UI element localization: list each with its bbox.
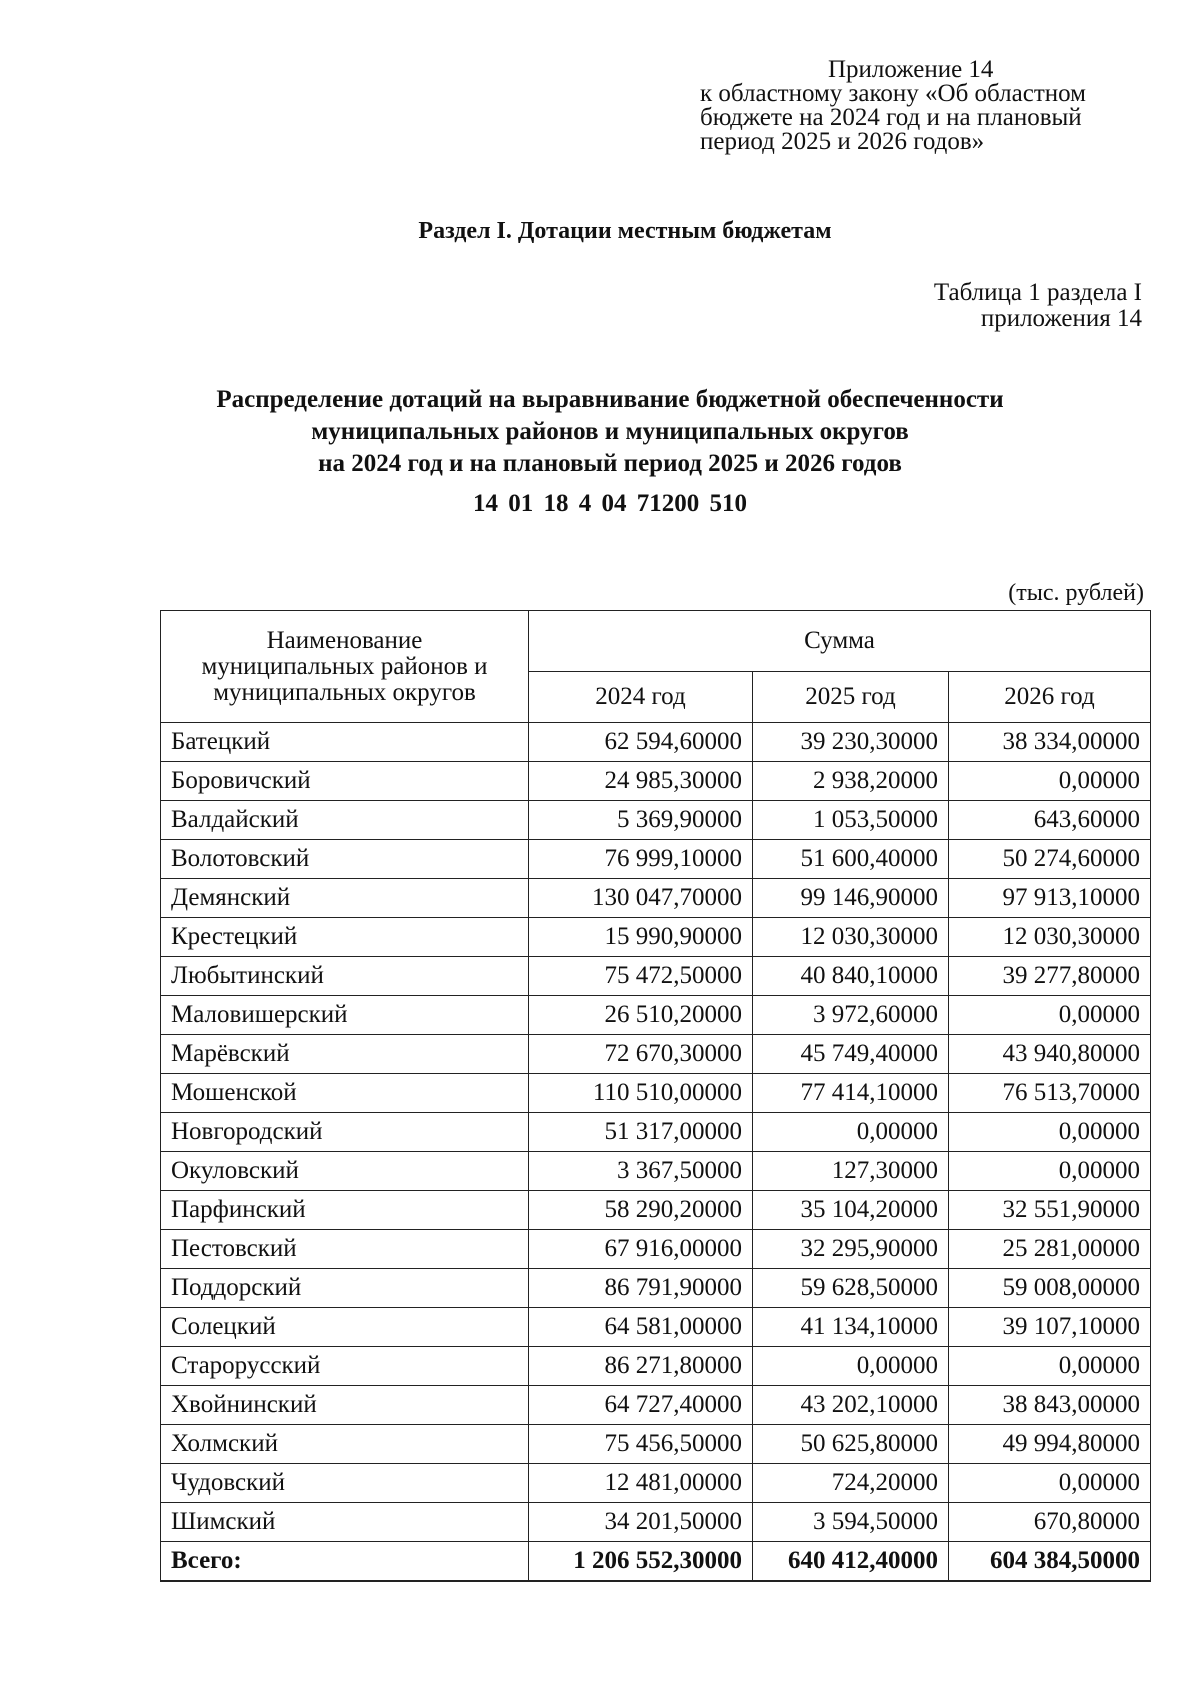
- value-2024-cell: 12 481,00000: [529, 1464, 753, 1503]
- header-year-2026: 2026 год: [949, 672, 1151, 723]
- value-2025-cell: 2 938,20000: [753, 762, 949, 801]
- header-name: [161, 611, 529, 723]
- district-name-cell: Крестецкий: [161, 918, 529, 957]
- value-2026-cell: 59 008,00000: [949, 1269, 1151, 1308]
- district-name-cell: Поддорский: [161, 1269, 529, 1308]
- title-line-1: Распределение дотаций на выравнивание бюджетной обеспеченности: [216, 386, 1004, 413]
- value-2024-cell: 67 916,00000: [529, 1230, 753, 1269]
- table-row: [161, 879, 1151, 918]
- table-row: [161, 762, 1151, 801]
- header-year-2025: 2025 год: [753, 672, 949, 723]
- document-title: [0, 384, 1200, 480]
- table-row: [161, 1074, 1151, 1113]
- table-row: [161, 1113, 1151, 1152]
- value-2024-cell: 34 201,50000: [529, 1503, 753, 1542]
- value-2026-cell: 0,00000: [949, 1464, 1151, 1503]
- table-reference-line-2: приложения 14: [980, 305, 1142, 332]
- value-2026-cell: 0,00000: [949, 996, 1151, 1035]
- value-2024-cell: 75 472,50000: [529, 957, 753, 996]
- value-2025-cell: 0,00000: [753, 1347, 949, 1386]
- value-2025-cell: 45 749,40000: [753, 1035, 949, 1074]
- appendix-line-3: бюджете на 2024 год и на плановый: [700, 104, 1082, 131]
- table-row: [161, 918, 1151, 957]
- district-name-cell: Демянский: [161, 879, 529, 918]
- value-2025-cell: 127,30000: [753, 1152, 949, 1191]
- value-2025-cell: 12 030,30000: [753, 918, 949, 957]
- value-2025-cell: 40 840,10000: [753, 957, 949, 996]
- value-2026-cell: 25 281,00000: [949, 1230, 1151, 1269]
- table-row: [161, 1386, 1151, 1425]
- district-name-cell: Маловишерский: [161, 996, 529, 1035]
- header-name-line-2: муниципальных районов и: [201, 652, 488, 680]
- value-2025-cell: 35 104,20000: [753, 1191, 949, 1230]
- value-2025-cell: 1 053,50000: [753, 801, 949, 840]
- value-2025-cell: 724,20000: [753, 1464, 949, 1503]
- value-2025-cell: 3 594,50000: [753, 1503, 949, 1542]
- table-reference: [934, 280, 1142, 332]
- value-2026-cell: 12 030,30000: [949, 918, 1151, 957]
- value-2025-cell: 0,00000: [753, 1113, 949, 1152]
- value-2026-cell: 39 277,80000: [949, 957, 1151, 996]
- value-2025-cell: 32 295,90000: [753, 1230, 949, 1269]
- value-2024-cell: 76 999,10000: [529, 840, 753, 879]
- value-2025-cell: 43 202,10000: [753, 1386, 949, 1425]
- appendix-reference: [700, 58, 1170, 154]
- district-name-cell: Боровичский: [161, 762, 529, 801]
- value-2024-cell: 24 985,30000: [529, 762, 753, 801]
- value-2026-cell: 670,80000: [949, 1503, 1151, 1542]
- table-row: [161, 1503, 1151, 1542]
- value-2026-cell: 97 913,10000: [949, 879, 1151, 918]
- value-2025-cell: 640 412,40000: [753, 1542, 949, 1582]
- table-row: [161, 1269, 1151, 1308]
- table-body: [161, 723, 1151, 1582]
- value-2024-cell: 86 791,90000: [529, 1269, 753, 1308]
- section-title: Раздел I. Дотации местным бюджетам: [418, 218, 832, 244]
- table-row: [161, 1425, 1151, 1464]
- header-name-line-3: муниципальных округов: [213, 678, 476, 706]
- header-name-line-1: Наименование: [266, 626, 423, 654]
- title-line-2: муниципальных районов и муниципальных округов: [311, 418, 909, 445]
- value-2024-cell: 110 510,00000: [529, 1074, 753, 1113]
- value-2025-cell: 99 146,90000: [753, 879, 949, 918]
- table-row: [161, 1464, 1151, 1503]
- district-name-cell: Старорусский: [161, 1347, 529, 1386]
- value-2024-cell: 75 456,50000: [529, 1425, 753, 1464]
- title-line-3: на 2024 год и на плановый период 2025 и 2026 годов: [318, 450, 902, 477]
- value-2026-cell: 50 274,60000: [949, 840, 1151, 879]
- value-2025-cell: 50 625,80000: [753, 1425, 949, 1464]
- value-2026-cell: 0,00000: [949, 1152, 1151, 1191]
- value-2024-cell: 64 727,40000: [529, 1386, 753, 1425]
- total-row: [161, 1542, 1151, 1582]
- value-2026-cell: 643,60000: [949, 801, 1151, 840]
- header-sum: Сумма: [529, 611, 1151, 672]
- value-2026-cell: 32 551,90000: [949, 1191, 1151, 1230]
- district-name-cell: Мошенской: [161, 1074, 529, 1113]
- district-name-cell: Окуловский: [161, 1152, 529, 1191]
- table-row: [161, 1230, 1151, 1269]
- value-2024-cell: 51 317,00000: [529, 1113, 753, 1152]
- table-row: [161, 1308, 1151, 1347]
- district-name-cell: Холмский: [161, 1425, 529, 1464]
- value-2024-cell: 26 510,20000: [529, 996, 753, 1035]
- value-2024-cell: 3 367,50000: [529, 1152, 753, 1191]
- table-row: [161, 996, 1151, 1035]
- table-row: [161, 1347, 1151, 1386]
- value-2024-cell: 62 594,60000: [529, 723, 753, 762]
- district-name-cell: Марёвский: [161, 1035, 529, 1074]
- table-row: [161, 801, 1151, 840]
- district-name-cell: Хвойнинский: [161, 1386, 529, 1425]
- value-2026-cell: 0,00000: [949, 1113, 1151, 1152]
- table-row: [161, 1035, 1151, 1074]
- value-2026-cell: 0,00000: [949, 762, 1151, 801]
- value-2026-cell: 604 384,50000: [949, 1542, 1151, 1582]
- value-2026-cell: 43 940,80000: [949, 1035, 1151, 1074]
- value-2026-cell: 0,00000: [949, 1347, 1151, 1386]
- value-2026-cell: 38 843,00000: [949, 1386, 1151, 1425]
- value-2024-cell: 130 047,70000: [529, 879, 753, 918]
- district-name-cell: Солецкий: [161, 1308, 529, 1347]
- value-2024-cell: 86 271,80000: [529, 1347, 753, 1386]
- value-2025-cell: 51 600,40000: [753, 840, 949, 879]
- value-2024-cell: 15 990,90000: [529, 918, 753, 957]
- value-2025-cell: 59 628,50000: [753, 1269, 949, 1308]
- header-year-2024: 2024 год: [529, 672, 753, 723]
- district-name-cell: Батецкий: [161, 723, 529, 762]
- subsidy-table: [160, 610, 1151, 1582]
- district-name-cell: Парфинский: [161, 1191, 529, 1230]
- budget-code: 14 01 18 4 04 71200 510: [473, 490, 747, 517]
- appendix-line-1: Приложение 14: [828, 56, 994, 83]
- table-row: [161, 723, 1151, 762]
- value-2024-cell: 64 581,00000: [529, 1308, 753, 1347]
- table-row: [161, 1152, 1151, 1191]
- district-name-cell: Чудовский: [161, 1464, 529, 1503]
- units-label: (тыс. рублей): [1008, 580, 1144, 606]
- value-2024-cell: 1 206 552,30000: [529, 1542, 753, 1582]
- district-name-cell: Пестовский: [161, 1230, 529, 1269]
- value-2025-cell: 39 230,30000: [753, 723, 949, 762]
- district-name-cell: Валдайский: [161, 801, 529, 840]
- district-name-cell: Новгородский: [161, 1113, 529, 1152]
- value-2024-cell: 72 670,30000: [529, 1035, 753, 1074]
- value-2025-cell: 3 972,60000: [753, 996, 949, 1035]
- district-name-cell: Волотовский: [161, 840, 529, 879]
- table-reference-line-1: Таблица 1 раздела I: [933, 279, 1142, 306]
- table-row: [161, 840, 1151, 879]
- appendix-line-2: к областному закону «Об областном: [700, 80, 1086, 107]
- appendix-line-4: период 2025 и 2026 годов»: [700, 128, 985, 155]
- table-row: [161, 1191, 1151, 1230]
- value-2025-cell: 77 414,10000: [753, 1074, 949, 1113]
- value-2024-cell: 58 290,20000: [529, 1191, 753, 1230]
- value-2026-cell: 38 334,00000: [949, 723, 1151, 762]
- value-2026-cell: 39 107,10000: [949, 1308, 1151, 1347]
- district-name-cell: Любытинский: [161, 957, 529, 996]
- value-2026-cell: 49 994,80000: [949, 1425, 1151, 1464]
- district-name-cell: Шимский: [161, 1503, 529, 1542]
- table-row: [161, 957, 1151, 996]
- district-name-cell: Всего:: [161, 1542, 529, 1582]
- value-2025-cell: 41 134,10000: [753, 1308, 949, 1347]
- value-2024-cell: 5 369,90000: [529, 801, 753, 840]
- value-2026-cell: 76 513,70000: [949, 1074, 1151, 1113]
